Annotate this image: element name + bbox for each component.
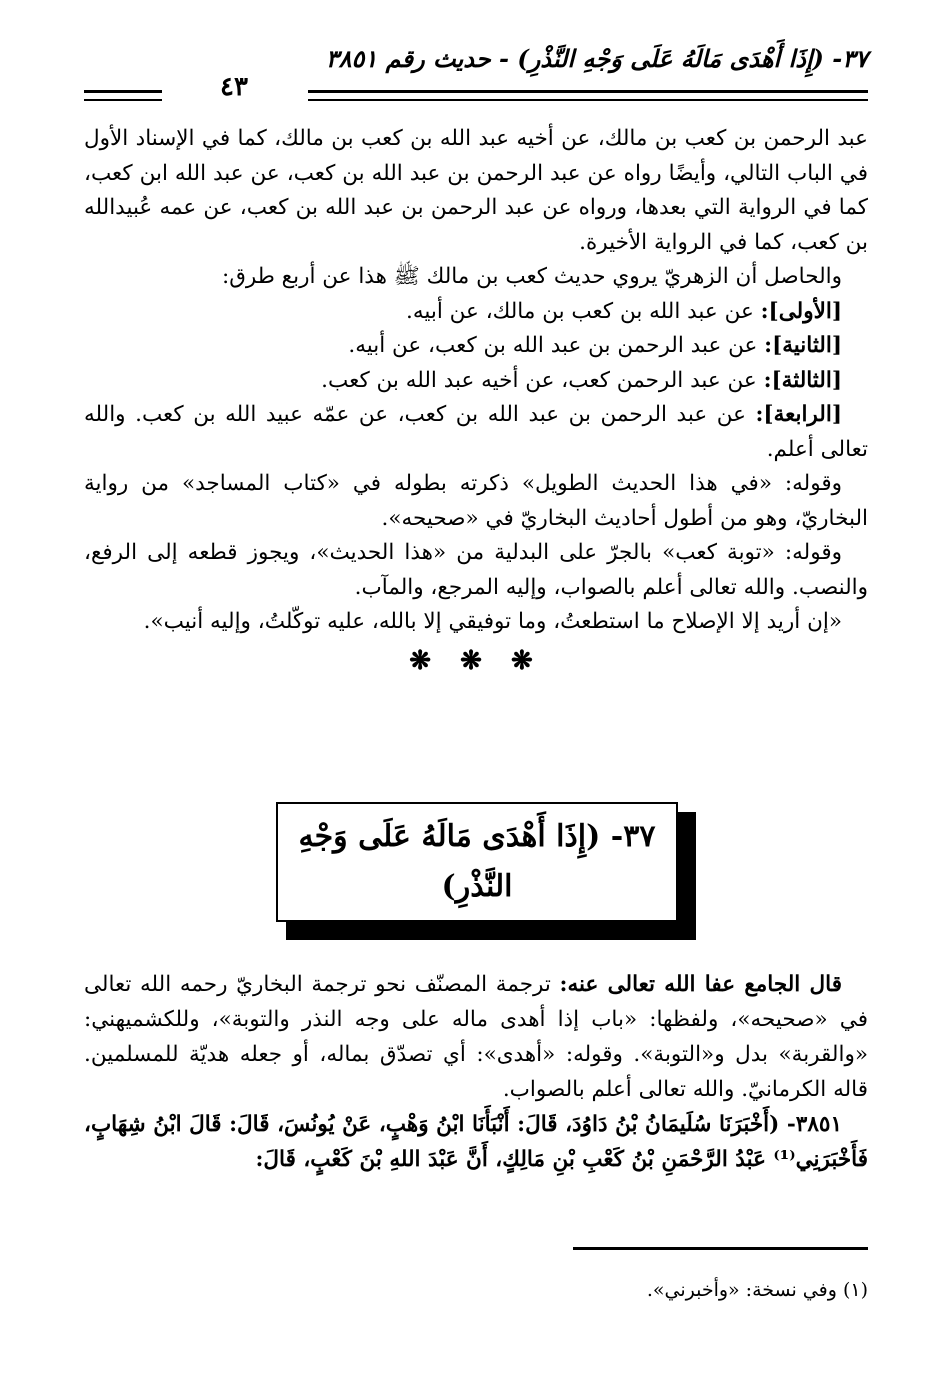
- list-item: [84, 364, 868, 399]
- paragraph-lead: قال الجامع عفا الله تعالى عنه:: [559, 972, 842, 997]
- list-label: [الرابعة]:: [755, 402, 842, 427]
- list-text: عن عبد الرحمن كعب، عن أخيه عبد الله بن كعب.: [321, 367, 757, 393]
- paragraph: وقوله: «في هذا الحديث الطويل» ذكرته بطوله في «كتاب المساجد» من رواية البخاريّ، وهو من أطول أحاديث البخاريّ في «صحيحه».: [84, 471, 868, 531]
- body-section-1: [84, 122, 868, 678]
- footnote: (١) وفي نسخة: «وأخبرني».: [646, 1279, 868, 1301]
- paragraph: والحاصل أن الزهريّ يروي حديث كعب بن مالك ﷺ هذا عن أربع طرق:: [221, 264, 842, 289]
- list-item: [84, 398, 868, 467]
- chapter-title: ٣٧- (إِذَا أَهْدَى مَالَهُ عَلَى وَجْهِ النَّذْرِ): [276, 802, 678, 922]
- paragraph-text: ترجمة المصنّف نحو ترجمة البخاريّ رحمه الله تعالى في «صحيحه»، ولفظها: «باب إذا أهدى ماله على وجه النذر والتوبة»، وللكشميهني: «والقربة» بدل و«التوبة». وقوله: «أهدى»: أي تصدّق بماله، أو جعله هديّة للمسلمين. قاله الكرمانيّ. والله تعالى أعلم بالصواب.: [84, 972, 868, 1102]
- chapter-heading-box: [276, 802, 688, 932]
- list-text: عن عبد الله بن كعب بن مالك، عن أبيه.: [406, 298, 754, 324]
- header-rule-short: [84, 90, 162, 101]
- list-label: [الثالثة]:: [763, 367, 842, 393]
- list-text: عن عبد الرحمن بن عبد الله بن كعب، عن أبيه.: [348, 333, 758, 358]
- paragraph: عبد الرحمن بن كعب بن مالك، عن أخيه عبد الله بن كعب بن مالك، كما في الإسناد الأول في الباب التالي، وأيضًا رواه عن عبد الرحمن بن عبد الله بن كعب، عن عبد الله ابن كعب، كما في الرواية التي بعدها، ورواه عن عبد الرحمن بن عبد الله بن كعب، عن عمه عُبيدالله بن كعب، كما في الرواية الأخيرة.: [84, 126, 868, 255]
- footnote-rule: [573, 1247, 868, 1250]
- paragraph-quote: «إن أريد إلا الإصلاح ما استطعتُ، وما توفيقي إلا بالله، عليه توكّلتُ، وإليه أنيب».: [143, 609, 842, 634]
- paragraph: [84, 967, 868, 1107]
- list-text: عن عبد الرحمن بن عبد الله بن كعب، عن عمّه عبيد الله بن كعب. والله تعالى أعلم.: [84, 402, 868, 462]
- header-rule: [308, 90, 868, 101]
- list-label: [الأولى]:: [760, 298, 842, 324]
- paragraph: وقوله: «توبة كعب» بالجرّ على البدلية من «هذا الحديث»، ويجوز قطعه إلى الرفع، والنصب. والله تعالى أعلم بالصواب، وإليه المرجع، والمآب.: [84, 540, 868, 600]
- body-section-2: [84, 967, 868, 1177]
- page-number: ٤٣: [220, 72, 248, 102]
- running-header: ٣٧- (إِذَا أَهْدَى مَالَهُ عَلَى وَجْهِ النَّذْرِ) - حديث رقم ٣٨٥١: [325, 44, 868, 73]
- list-item: [84, 295, 868, 330]
- list-item: [84, 329, 868, 364]
- section-separator: ❋ ❋ ❋: [409, 645, 543, 676]
- document-page: [84, 0, 868, 1375]
- list-label: [الثانية]:: [764, 333, 842, 358]
- hadith-text: ٣٨٥١- (أَخْبَرَنَا سُلَيمَانُ بْنُ دَاوُدَ، قَالَ: أَنْبَأَنَا ابْنُ وَهْبٍ، عَنْ يُونُسَ، قَالَ: قَالَ ابْنُ شِهَابٍ، فَأَخْبَرَنِي⁽¹⁾ عَبْدُ الرَّحْمَنِ بْنُ كَعْبِ بْنِ مَالِكٍ، أَنَّ عَبْدَ اللهِ بْنَ كَعْبٍ، قَالَ:: [84, 1112, 868, 1172]
